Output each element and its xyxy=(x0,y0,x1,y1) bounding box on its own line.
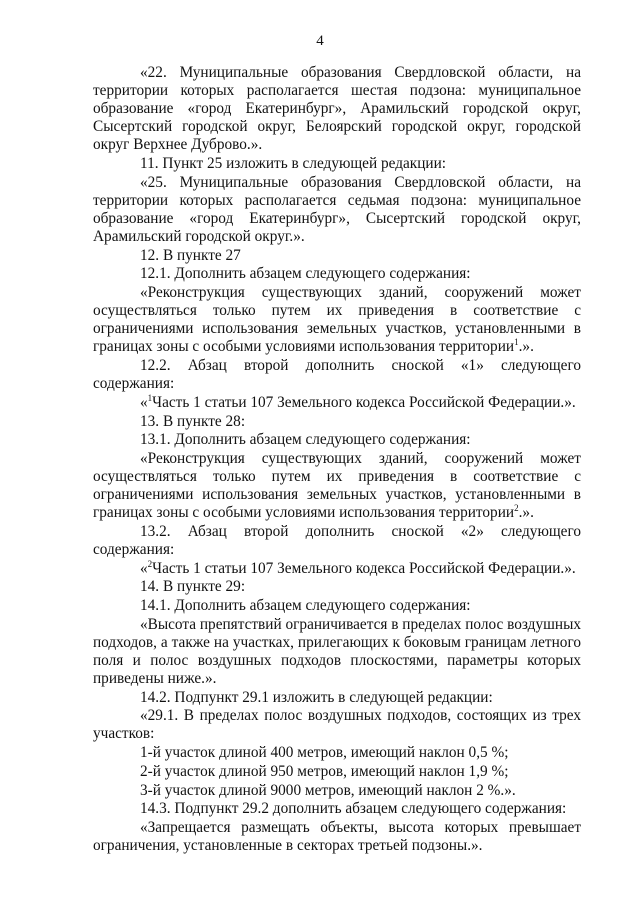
footnote-marker: 1 xyxy=(147,392,153,403)
paragraph-text: 1-й участок длиной 400 метров, имеющий наклон 0,5 %; xyxy=(140,744,509,762)
paragraph xyxy=(93,265,581,283)
paragraph xyxy=(93,64,581,154)
paragraph xyxy=(93,560,581,578)
page-number: 4 xyxy=(316,33,324,49)
paragraph-text: « xyxy=(140,559,148,577)
paragraph xyxy=(93,763,581,781)
paragraph xyxy=(93,800,581,818)
paragraph-text: 12. В пункте 27 xyxy=(140,246,241,264)
paragraph-text: «22. Муниципальные образования Свердловской области, на территории которых располагается шестая подзона: муниципальное образование «город Екатеринбург», Арамильский городской округ, Сысертский городской округ, Белоярский городской округ, городской округ Верхнее Дуброво.». xyxy=(93,64,581,154)
paragraph-text: «Реконструкция существующих зданий, сооружений может осуществляться только путем их приведения в соответствие с ограничениями использования земельных участков, установленными в границах зоны с особыми условиями использования территории xyxy=(93,284,581,356)
paragraph xyxy=(93,744,581,762)
paragraph xyxy=(93,247,581,265)
paragraph-text: 12.2. Абзац второй дополнить сноской «1» следующего содержания: xyxy=(93,357,581,393)
paragraph-text: «25. Муниципальные образования Свердловской области, на территории которых располагается седьмая подзона: муниципальное образование «город Екатеринбург», Сысертский городской округ, Арамильский городской округ.». xyxy=(93,173,581,246)
paragraph xyxy=(93,616,581,688)
paragraph-text: «Высота препятствий ограничивается в пределах полос воздушных подходов, а также на участках, прилегающих к боковым границам летного поля и полос воздушных подходов плоскостями, параметры которых приведены ниже.». xyxy=(93,615,581,687)
paragraph xyxy=(93,782,581,800)
paragraph-text: «Реконструкция существующих зданий, сооружений может осуществляться только путем их приведения в соответствие с ограничениями использования земельных участков, установленными в границах зоны с особыми условиями использования территории xyxy=(93,449,581,522)
paragraph-text: 2-й участок длиной 950 метров, имеющий наклон 1,9 %; xyxy=(140,762,509,780)
paragraph-text: 13.1. Дополнить абзацем следующего содержания: xyxy=(140,431,471,449)
paragraph xyxy=(93,819,581,855)
paragraph-text: «Запрещается размещать объекты, высота которых превышает ограничения, установленные в секторах третьей подзоны.». xyxy=(93,818,581,854)
paragraph-text-tail: Часть 1 статьи 107 Земельного кодекса Российской Федерации.». xyxy=(152,393,576,411)
paragraph-text: «29.1. В пределах полос воздушных подходов, состоящих из трех участков: xyxy=(93,707,581,743)
footnote-marker: 2 xyxy=(147,558,153,569)
paragraph xyxy=(93,284,581,356)
paragraph-text: « xyxy=(140,393,148,411)
paragraph xyxy=(93,155,581,173)
paragraph xyxy=(93,431,581,449)
document-body xyxy=(93,64,581,856)
paragraph xyxy=(93,413,581,431)
paragraph-text: 14. В пункте 29: xyxy=(140,578,246,596)
paragraph xyxy=(93,450,581,522)
paragraph-text: 11. Пункт 25 изложить в следующей редакции: xyxy=(140,155,447,173)
footnote-marker: 2 xyxy=(514,503,519,514)
paragraph xyxy=(93,523,581,559)
paragraph-text: 14.3. Подпункт 29.2 дополнить абзацем следующего содержания: xyxy=(140,800,567,818)
paragraph-text: 13. В пункте 28: xyxy=(140,412,246,430)
paragraph xyxy=(93,174,581,246)
paragraph-text-tail: .». xyxy=(518,504,534,522)
paragraph-text: 14.1. Дополнить абзацем следующего содержания: xyxy=(140,597,471,615)
paragraph-text-tail: .». xyxy=(518,338,534,356)
paragraph-text: 3-й участок длиной 9000 метров, имеющий наклон 2 %.». xyxy=(140,781,516,799)
paragraph xyxy=(93,707,581,743)
paragraph-text-tail: Часть 1 статьи 107 Земельного кодекса Российской Федерации.». xyxy=(152,559,576,577)
paragraph-text: 13.2. Абзац второй дополнить сноской «2» следующего содержания: xyxy=(93,522,581,558)
paragraph xyxy=(93,578,581,596)
paragraph xyxy=(93,357,581,393)
paragraph-text: 14.2. Подпункт 29.1 изложить в следующей редакции: xyxy=(140,688,493,706)
paragraph xyxy=(93,597,581,615)
footnote-marker: 1 xyxy=(514,337,519,348)
paragraph-text: 12.1. Дополнить абзацем следующего содержания: xyxy=(140,265,471,283)
paragraph xyxy=(93,394,581,412)
paragraph xyxy=(93,689,581,707)
